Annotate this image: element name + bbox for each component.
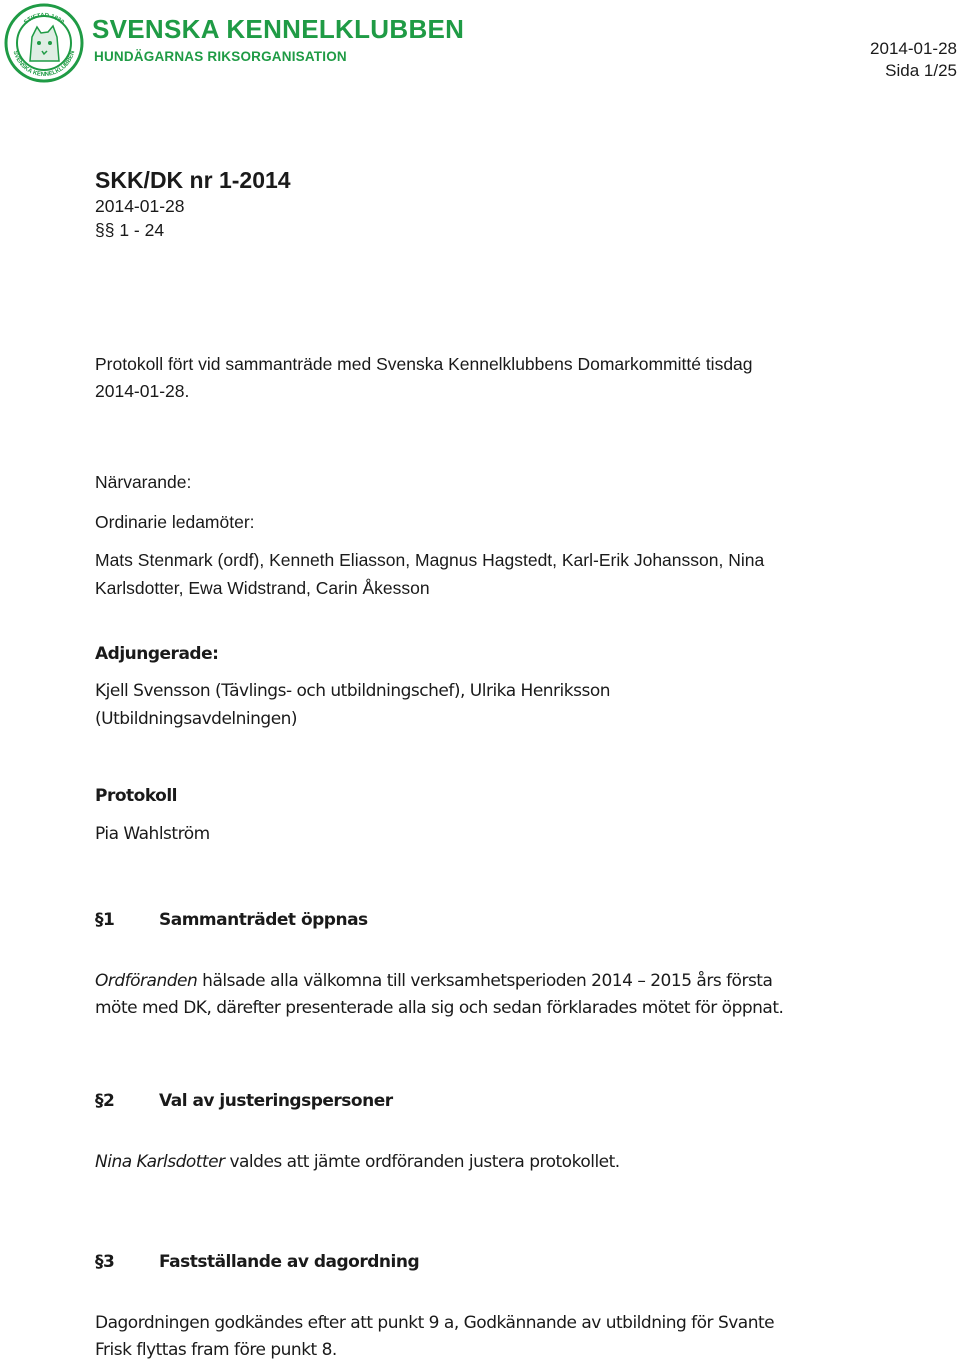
section-1-line-2: möte med DK, därefter presenterade alla sig och sedan förklarades mötet för öppnat. (95, 998, 784, 1018)
organization-name: SVENSKA KENNELKLUBBEN (92, 14, 465, 44)
section-3-line-2: Frisk flyttas fram före punkt 8. (95, 1340, 337, 1360)
members-label: Ordinarie ledamöter: (95, 512, 255, 532)
section-2-heading (95, 1091, 393, 1111)
minutes-label: Protokoll (95, 786, 178, 806)
section-1-line-1 (95, 968, 772, 995)
section-3-symbol: §3 (95, 1252, 115, 1272)
header-date: 2014-01-28 (870, 39, 957, 58)
logo-bottom-text: SVENSKA KENNELKLUBBEN (11, 50, 77, 79)
section-2-italic: Nina Karlsdotter (95, 1152, 225, 1172)
intro-line-1: Protokoll fört vid sammanträde med Svenska Kennelklubbens Domarkommitté tisdag (95, 354, 753, 374)
present-label: Närvarande: (95, 472, 192, 492)
members-line-2: Karlsdotter, Ewa Widstrand, Carin Åkesson (95, 578, 430, 598)
section-1-heading (95, 910, 368, 930)
section-1-line-1-text: hälsade alla välkomna till verksamhetsperioden 2014 – 2015 års första (197, 971, 773, 991)
intro-line-2: 2014-01-28. (95, 381, 190, 401)
section-3-line-1: Dagordningen godkändes efter att punkt 9 a, Godkännande av utbildning för Svante (95, 1313, 775, 1333)
section-2-line-1-text: valdes att jämte ordföranden justera protokollet. (224, 1152, 620, 1172)
logo-top-text: STIFTAD 1889 (23, 12, 65, 26)
document-title: SKK/DK nr 1-2014 (95, 167, 291, 193)
section-3-heading (95, 1252, 419, 1272)
adjunct-label: Adjungerade: (95, 644, 219, 664)
members-line-1: Mats Stenmark (ordf), Kenneth Eliasson, Magnus Hagstedt, Karl-Erik Johansson, Nina (95, 550, 765, 570)
adjunct-line-2: (Utbildningsavdelningen) (95, 709, 298, 729)
minutes-taker: Pia Wahlström (95, 824, 210, 844)
organization-subtitle: HUNDÄGARNAS RIKSORGANISATION (94, 49, 347, 64)
paragraph-range: §§ 1 - 24 (95, 220, 165, 240)
page-number: Sida 1/25 (885, 61, 957, 80)
section-1-italic: Ordföranden (95, 971, 198, 991)
section-2-symbol: §2 (95, 1091, 115, 1111)
section-1-title: Sammanträdet öppnas (159, 910, 368, 930)
document-date: 2014-01-28 (95, 196, 185, 216)
header-meta (870, 38, 957, 82)
kennel-club-logo (4, 3, 84, 83)
section-1-symbol: §1 (95, 910, 115, 930)
section-2-title: Val av justeringspersoner (159, 1091, 393, 1111)
page-header (0, 0, 960, 90)
adjunct-line-1: Kjell Svensson (Tävlings- och utbildningschef), Ulrika Henriksson (95, 681, 611, 701)
section-3-title: Fastställande av dagordning (159, 1252, 420, 1272)
section-2-line-1 (95, 1149, 620, 1176)
